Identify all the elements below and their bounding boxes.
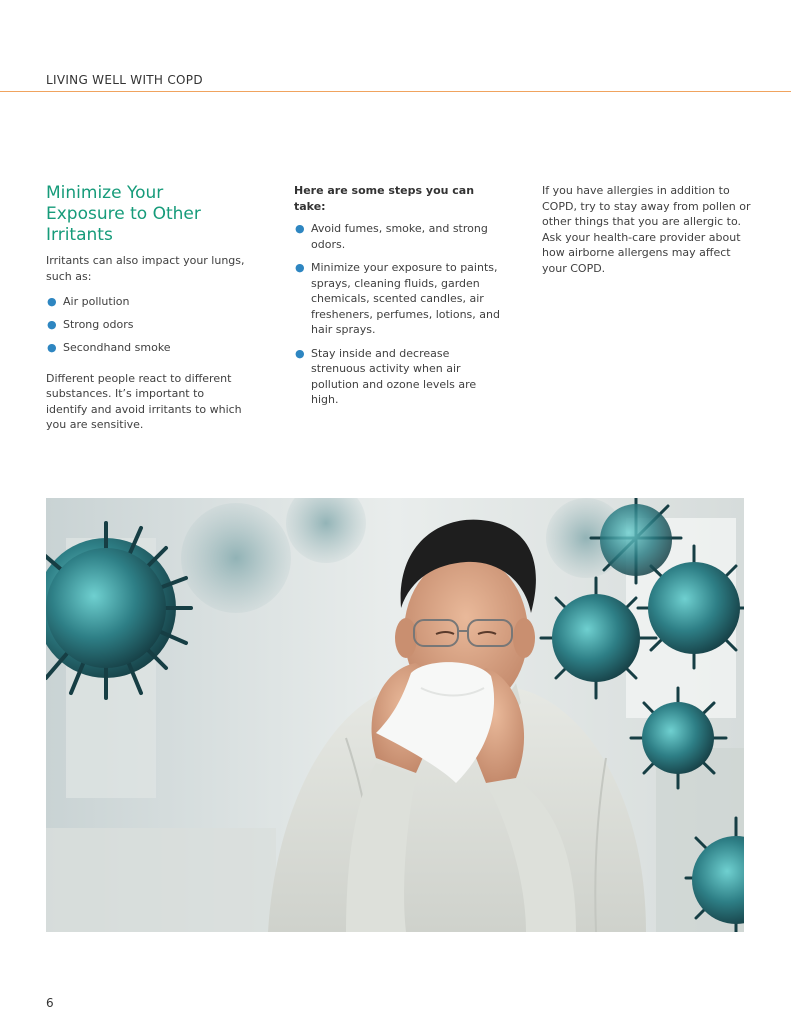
list-item-text: Air pollution: [63, 295, 130, 308]
bullet-icon: ●: [295, 346, 305, 360]
bullet-icon: ●: [295, 222, 305, 235]
list-item: [294, 346, 500, 408]
list-item-text: Avoid fumes, smoke, and strong odors.: [311, 222, 488, 251]
page-number: 6: [46, 996, 54, 1010]
list-item-text: Secondhand smoke: [63, 341, 171, 354]
irritant-list: [46, 294, 246, 356]
running-header: LIVING WELL WITH COPD: [46, 73, 203, 87]
bullet-icon: ●: [47, 295, 57, 308]
list-item: [46, 340, 246, 356]
steps-heading: Here are some steps you can take:: [294, 184, 475, 213]
section-title: Minimize Your Exposure to Other Irritants: [46, 183, 201, 245]
header-rule: [0, 91, 791, 92]
bullet-icon: ●: [295, 261, 305, 274]
bullet-icon: ●: [47, 318, 57, 331]
intro-text: Irritants can also impact your lungs, such as:: [46, 254, 245, 283]
bullet-icon: ●: [47, 341, 57, 354]
list-item: [46, 317, 246, 333]
list-item-text: Strong odors: [63, 318, 134, 331]
list-item-text: Minimize your exposure to paints, sprays, cleaning fluids, garden chemicals, scented candles, air fresheners, perfumes, lotions, and hair sprays.: [311, 261, 500, 336]
list-item: [46, 294, 246, 310]
sneezing-man-photo: [46, 498, 744, 932]
steps-column: [294, 183, 500, 416]
sensitivity-paragraph: Different people react to different substances. It’s important to identify and avoid irritants to which you are sensitive.: [46, 371, 242, 431]
list-item: [294, 260, 500, 338]
allergies-column: [542, 183, 752, 276]
steps-list: [294, 221, 500, 408]
list-item: [294, 221, 500, 252]
list-item-text: Stay inside and decrease strenuous activity when air pollution and ozone levels are high.: [311, 346, 477, 406]
allergies-paragraph: If you have allergies in addition to COPD, try to stay away from pollen or other things that you are allergic to. Ask your health-care provider about how airborne allergens may affect your COPD.: [542, 184, 751, 275]
irritants-column: [46, 183, 246, 433]
